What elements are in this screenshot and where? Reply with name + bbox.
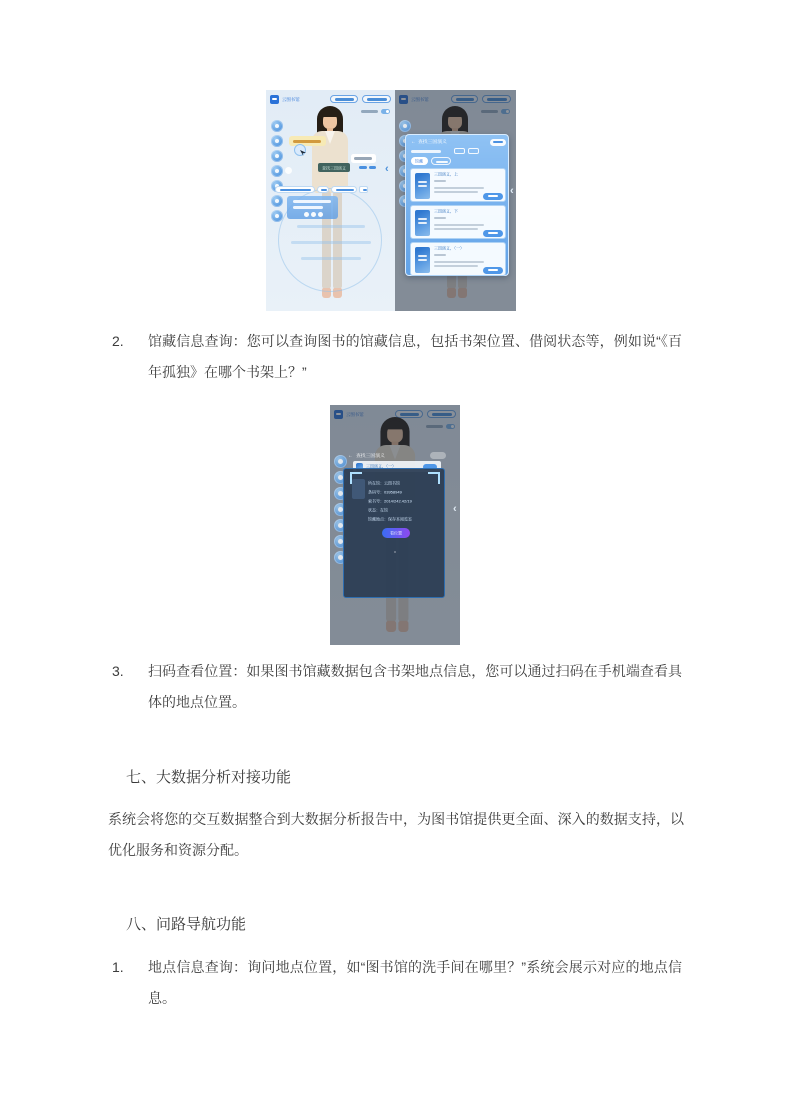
link-placeholder[interactable] bbox=[369, 166, 376, 169]
text-placeholder bbox=[488, 232, 498, 234]
sidebar-menu-icon[interactable] bbox=[334, 455, 347, 468]
text-placeholder bbox=[411, 150, 441, 153]
cover-text-placeholder bbox=[418, 255, 427, 257]
book-cover bbox=[415, 173, 430, 199]
sidebar-menu-icon[interactable] bbox=[399, 120, 411, 132]
text-placeholder bbox=[434, 187, 484, 189]
sidebar-menu-icon[interactable] bbox=[271, 165, 283, 177]
filter-checkbox[interactable] bbox=[454, 148, 465, 154]
sidebar-menu-icon[interactable] bbox=[271, 195, 283, 207]
list-item bbox=[112, 326, 682, 388]
suggestion-chip[interactable] bbox=[331, 186, 357, 193]
text-placeholder bbox=[335, 98, 354, 101]
results-panel bbox=[405, 134, 509, 276]
text-placeholder bbox=[293, 200, 331, 203]
book-title: 三国演义，下 bbox=[434, 209, 458, 214]
watermark-text-placeholder bbox=[297, 225, 365, 228]
book-cover bbox=[415, 247, 430, 273]
text-placeholder bbox=[280, 189, 311, 191]
list-item-number: 1. bbox=[112, 959, 124, 975]
book-title: 三国演义，（一） bbox=[366, 464, 396, 469]
speech-recognition-bubble bbox=[351, 154, 376, 163]
voice-command-text: 查找三国演义 bbox=[322, 165, 346, 170]
scan-info-panel bbox=[343, 468, 445, 598]
collapse-chevron-icon[interactable]: ‹ bbox=[385, 163, 389, 175]
hint-bubble bbox=[289, 136, 326, 146]
list-item-text: 扫码查看位置：如果图书馆藏数据包含书架地点信息，您可以通过扫码在手机端查看具体的地点位置。 bbox=[148, 663, 682, 710]
suggestion-chip[interactable] bbox=[275, 186, 315, 193]
assistant-prompt-panel bbox=[287, 196, 338, 219]
book-cover bbox=[415, 210, 430, 236]
sidebar-menu-icon[interactable] bbox=[271, 210, 283, 222]
app-brand-title: 云图书馆 bbox=[282, 97, 300, 102]
filter-checkbox[interactable] bbox=[468, 148, 479, 154]
screenshot-search-results bbox=[395, 90, 516, 311]
tab-unselected[interactable] bbox=[431, 157, 451, 165]
book-title: 三国演义，（一） bbox=[434, 246, 464, 251]
text-placeholder bbox=[336, 189, 354, 191]
text-placeholder bbox=[434, 261, 484, 263]
collapse-chevron-icon[interactable]: ‹ bbox=[510, 185, 514, 197]
text-placeholder bbox=[434, 224, 484, 226]
keyboard-icon[interactable] bbox=[311, 212, 316, 217]
back-arrow-icon[interactable]: ← bbox=[411, 139, 416, 145]
book-title: 三国演义，上 bbox=[434, 172, 458, 177]
text-placeholder bbox=[434, 191, 478, 193]
results-panel-title: 查找三国演义 bbox=[418, 139, 447, 145]
results-panel-title: 查找三国演义 bbox=[356, 453, 385, 459]
more-chips-button[interactable] bbox=[359, 186, 368, 193]
link-placeholder[interactable] bbox=[359, 166, 367, 169]
text-placeholder bbox=[488, 269, 498, 271]
view-location-button[interactable] bbox=[382, 528, 410, 538]
scan-info-row: 索书号：2014/242.42/19 bbox=[368, 499, 412, 504]
card-action-button[interactable] bbox=[483, 193, 503, 200]
sidebar-menu-icon[interactable] bbox=[271, 150, 283, 162]
book-cover-ghost bbox=[352, 479, 365, 499]
tab-selected[interactable] bbox=[411, 157, 428, 165]
view-location-label: 看位置 bbox=[390, 531, 402, 536]
panel-action-button[interactable] bbox=[490, 139, 506, 146]
collapse-chevron-icon[interactable]: ‹ bbox=[453, 503, 457, 515]
sidebar-menu-icon[interactable] bbox=[271, 120, 283, 132]
list-item-number: 3. bbox=[112, 663, 124, 679]
app-logo-icon bbox=[270, 95, 279, 104]
voice-command-pill bbox=[318, 163, 350, 172]
tab-label: 馆藏 bbox=[415, 159, 423, 164]
cover-text-placeholder bbox=[418, 181, 427, 183]
mode-toggle[interactable] bbox=[381, 109, 390, 114]
text-placeholder bbox=[293, 140, 321, 143]
panel-action-button[interactable] bbox=[430, 452, 446, 459]
list-item-number: 2. bbox=[112, 333, 124, 349]
screenshot-assistant-home bbox=[266, 90, 395, 311]
cover-text-placeholder bbox=[418, 259, 427, 261]
scan-info-row: 状态：在馆 bbox=[368, 508, 388, 513]
text-placeholder bbox=[434, 228, 478, 230]
list-item bbox=[112, 656, 682, 718]
text-placeholder bbox=[367, 98, 387, 101]
logo-glyph bbox=[272, 98, 277, 100]
screenshot-scan-location bbox=[330, 405, 460, 645]
scan-info-row: 条码号：03958949 bbox=[368, 490, 402, 495]
more-icon[interactable] bbox=[318, 212, 323, 217]
scan-info-row: 馆藏地点：保存本阅览室 bbox=[368, 517, 412, 522]
list-item-text: 馆藏信息查询：您可以查询图书的馆藏信息，包括书架位置、借阅状态等，例如说“《百年孤独》在哪个书架上？” bbox=[148, 333, 682, 380]
watermark-text-placeholder bbox=[301, 257, 361, 260]
sidebar-menu-icon[interactable] bbox=[271, 135, 283, 147]
back-mini-button[interactable] bbox=[285, 167, 292, 174]
card-action-button[interactable] bbox=[483, 267, 503, 274]
section-heading: 七、大数据分析对接功能 bbox=[126, 769, 292, 786]
text-placeholder bbox=[321, 189, 327, 191]
text-placeholder bbox=[488, 195, 498, 197]
suggestion-chip[interactable] bbox=[317, 186, 329, 193]
topbar-button[interactable] bbox=[362, 95, 391, 103]
text-placeholder bbox=[434, 217, 446, 219]
text-placeholder bbox=[434, 180, 446, 182]
text-placeholder bbox=[434, 265, 478, 267]
book-result-card[interactable] bbox=[410, 242, 506, 276]
section-paragraph: 系统会将您的交互数据整合到大数据分析报告中，为图书馆提供更全面、深入的数据支持，以优化服务和资源分配。 bbox=[108, 811, 684, 858]
cover-text-placeholder bbox=[418, 185, 427, 187]
scan-corner-bracket bbox=[428, 472, 440, 484]
book-result-card[interactable] bbox=[410, 168, 506, 202]
back-arrow-icon[interactable]: ← bbox=[348, 453, 353, 459]
dot-decoration bbox=[394, 551, 396, 553]
book-result-card[interactable] bbox=[410, 205, 506, 239]
text-placeholder bbox=[436, 161, 448, 163]
text-placeholder bbox=[434, 254, 446, 256]
text-placeholder bbox=[354, 157, 372, 160]
plus-icon bbox=[363, 189, 367, 191]
list-item bbox=[112, 952, 682, 1014]
scan-info-row: 所在馆：云图书馆 bbox=[368, 481, 400, 486]
section-heading: 八、问路导航功能 bbox=[126, 916, 247, 933]
card-action-button[interactable] bbox=[483, 230, 503, 237]
cover-text-placeholder bbox=[418, 218, 427, 220]
cover-text-placeholder bbox=[418, 222, 427, 224]
mic-icon[interactable] bbox=[304, 212, 309, 217]
text-placeholder bbox=[493, 141, 503, 143]
text-placeholder bbox=[293, 206, 323, 209]
topbar-button[interactable] bbox=[330, 95, 358, 103]
watermark-text-placeholder bbox=[291, 241, 371, 244]
list-item-text: 地点信息查询：询问地点位置，如“图书馆的洗手间在哪里？”系统会展示对应的地点信息。 bbox=[148, 959, 682, 1006]
